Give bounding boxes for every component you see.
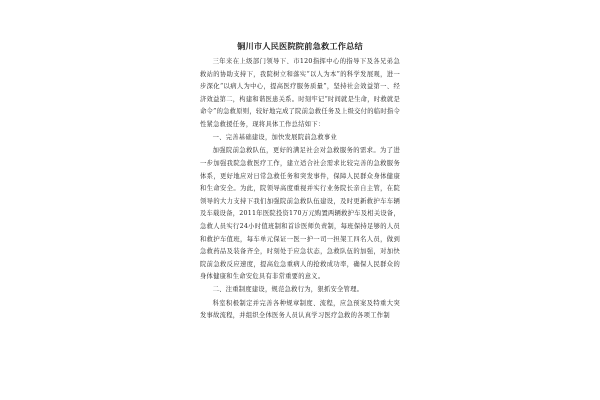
paragraph-regulations: 科室积极制定并完善各种规章制度、流程，应急预案及特重大突发事故流程，并组织全体医务人员认真学习医疗急救的各项工作制 — [200, 299, 400, 320]
paragraph-intro: 三年来在上级部门领导下、市120指挥中心的指导下及各兄弟急救站的协助支持下，我院树立和落实“以人为本”的科学发展观，进一步深化“以病人为中心，提高医疗服务质量”，坚持社会效益第一、经济效益第二，构建和谐医患关系。时刻牢记“时间就是生命，时救就是命令”的急救原则，较好地完成了院前急救任务及上级交付的临时指令性紧急救援任务，现将具体工作总结如下： — [200, 58, 400, 128]
document-body — [200, 40, 400, 323]
section-heading-1: 一、完善基础建设，加快发展院前急救事业 — [212, 134, 337, 142]
document-title: 铜川市人民医院院前急救工作总结 — [237, 41, 363, 51]
section-heading-2: 二、注重制度建设，规范急救行为，狠抓安全管理。 — [212, 286, 364, 294]
paragraph-team-building: 加强院前急救队伍，更好的满足社会对急救服务的需求。为了进一步加强我院急救医疗工作，建立适合社会需求比较完善的急救服务体系，更好地应对日常急救任务和突发事件，保障人民群众身体健康和生命安全。为此，院领导高度重视并实行业务院长亲自主管，在院领导的大力支持下我们加强院前急救队伍建设，及时更新救护车车辆及车载设备，2011年医院投资170万元购置两辆救护车及相关设备，急救人员实行24小时值班制和首诊医师负责制，每班保持足够的人员和救护车值班，每车单元保证一医一护一司一担架工四名人员，做到急救药品及装备齐全，时刻处于应急状态，急救队伍的加强，对加快院前急救反应速度，提高危急重病人的抢救成功率，确保人民群众的身体健康和生命安危具有非常重要的意义。 — [200, 147, 401, 281]
